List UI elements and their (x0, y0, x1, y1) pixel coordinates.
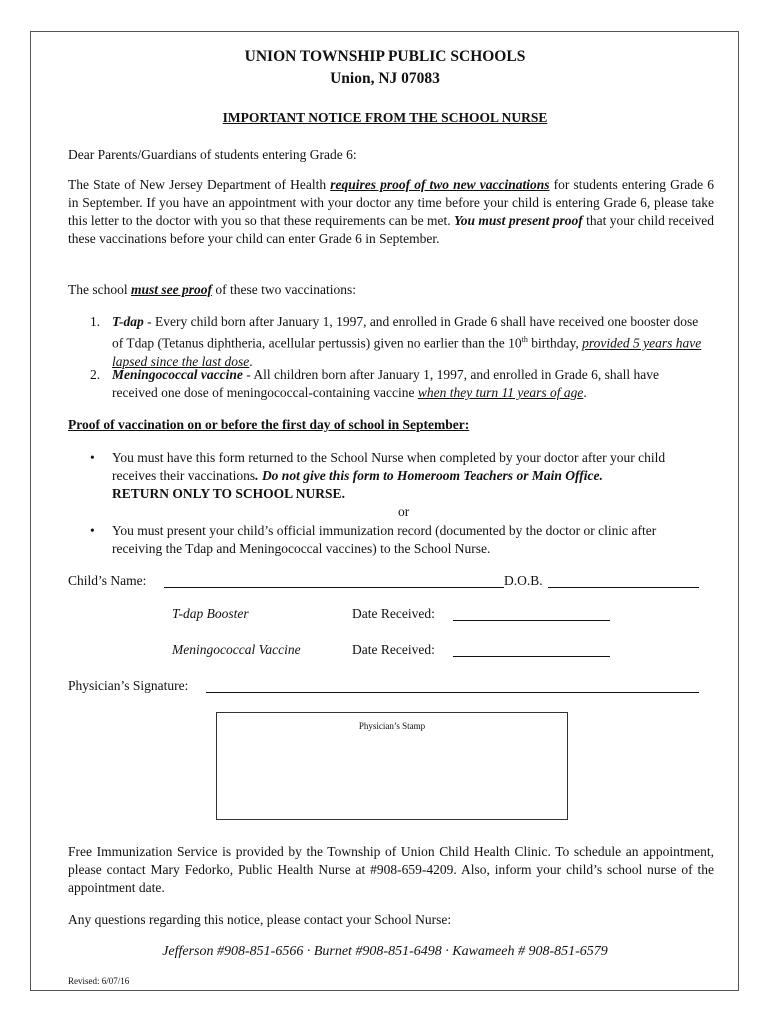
meningococcal-vaccine-label: Meningococcal Vaccine (172, 642, 301, 657)
child-name-label: Child’s Name: (68, 573, 147, 588)
meningococcal-date-field[interactable] (453, 642, 610, 657)
tdap-booster-label: T-dap Booster (172, 606, 249, 621)
proof-heading: Proof of vaccination on or before the first day of school in September: (68, 417, 470, 432)
district-name: UNION TOWNSHIP PUBLIC SCHOOLS (244, 48, 526, 65)
list-item: • You must have this form returned to the School Nurse when completed by your doctor after your child receives their vaccinations. Do not give this form to Homeroom Teachers or Main Office. RETURN ONLY TO SCHOOL NURSE. (90, 450, 666, 501)
physician-signature-label: Physician’s Signature: (68, 678, 189, 693)
or-separator: or (398, 504, 410, 519)
list-item: 2. Meningococcal vaccine - All children born after January 1, 1997, and enrolled in Grade 6, shall have received one dose of meningococcal-containing vaccine when they turn 11 years of age. (90, 367, 659, 400)
must-see-paragraph: The school must see proof of these two vaccinations: (68, 282, 356, 297)
revised-date: Revised: 6/07/16 (68, 976, 130, 986)
district-location: Union, NJ 07083 (330, 70, 440, 87)
date-received-label: Date Received: (352, 606, 435, 621)
tdap-date-field[interactable] (453, 606, 610, 621)
list-item: 1. T-dap - Every child born after January 1, 1997, and enrolled in Grade 6 shall have received one booster dose of Tdap (Tetanus diphtheria, acellular pertussis) given no earlier than the 10th birthday, provided 5 years have lapsed since the last dose. (90, 314, 702, 369)
free-service-paragraph: Free Immunization Service is provided by the Township of Union Child Health Clinic. To schedule an appointment, please contact Mary Fedorko, Public Health Nurse at #908-659-4209. Also, inform your child’s school nurse of the appointment date. (68, 844, 714, 895)
bullet-icon: • (90, 523, 95, 538)
nurse-contacts: Jefferson #908-851-6566 · Burnet #908-851-6498 · Kawameeh # 908-851-6579 (162, 944, 608, 959)
date-received-label: Date Received: (352, 642, 435, 657)
physician-stamp-label: Physician’s Stamp (358, 721, 426, 731)
dob-field[interactable] (548, 573, 699, 588)
list-item: • You must present your child’s official immunization record (documented by the doctor or clinic after receiving the Tdap and Meningococcal vaccines) to the School Nurse. (90, 523, 657, 556)
physician-signature-field[interactable] (206, 678, 699, 693)
dob-label: D.O.B. (504, 573, 543, 588)
notice-title: IMPORTANT NOTICE FROM THE SCHOOL NURSE (222, 110, 548, 125)
intro-paragraph: The State of New Jersey Department of Health requires proof of two new vaccinations for students entering Grade 6 in September. If you have an appointment with your doctor any time before your child is entering Grade 6, please take this letter to the doctor with you so that these requirements can be met. You must present proof that your child received these vaccinations before your child can enter Grade 6 in September. (68, 177, 714, 246)
physician-stamp-box[interactable] (216, 712, 568, 820)
bullet-icon: • (90, 450, 95, 465)
child-name-field[interactable] (164, 573, 504, 588)
salutation: Dear Parents/Guardians of students entering Grade 6: (68, 147, 357, 162)
questions-paragraph: Any questions regarding this notice, please contact your School Nurse: (68, 912, 452, 927)
